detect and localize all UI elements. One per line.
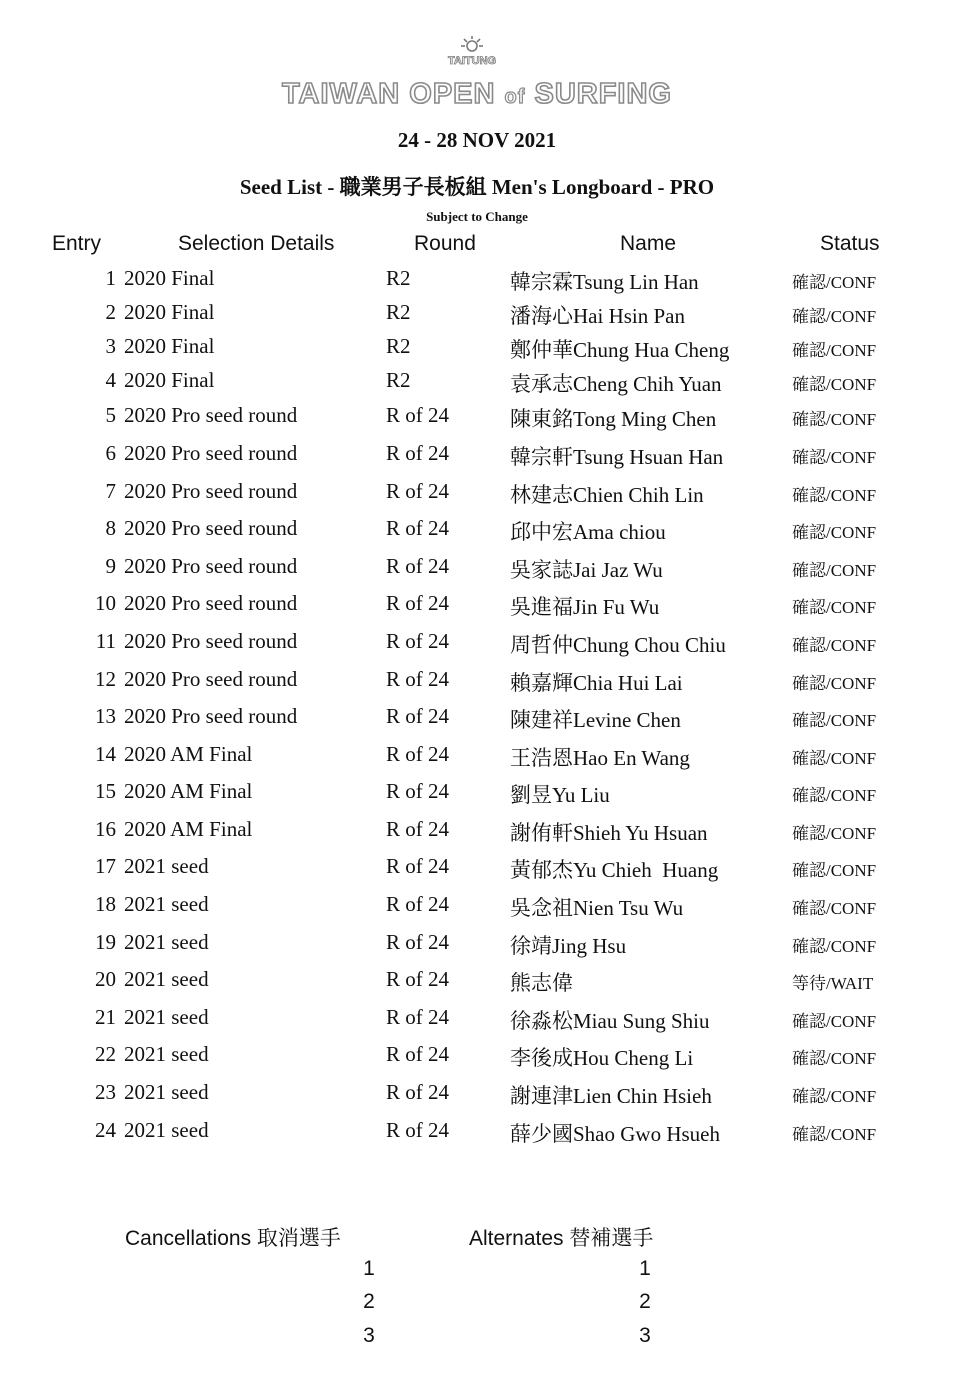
- name-cell: 謝侑軒Shieh Yu Hsuan: [510, 821, 708, 845]
- selection-cell: 2020 Pro seed round: [124, 441, 298, 465]
- selection-cell: 2020 Final: [124, 334, 215, 358]
- entry-cell: 7: [105, 479, 116, 503]
- name-cell: 周哲仲Chung Chou Chiu: [510, 633, 726, 657]
- alternate-slot-number: 3: [639, 1324, 651, 1347]
- alternates-heading: Alternates 替補選手: [469, 1227, 654, 1250]
- entry-cell: 14: [95, 742, 116, 766]
- selection-cell: 2020 Pro seed round: [124, 479, 298, 503]
- selection-cell: 2020 Final: [124, 368, 215, 392]
- column-header-round: Round: [414, 232, 476, 255]
- status-cell: 確認/CONF: [792, 375, 877, 394]
- selection-cell: 2021 seed: [124, 1118, 209, 1142]
- cancellation-slot-number: 1: [363, 1257, 375, 1280]
- round-cell: R of 24: [386, 892, 449, 916]
- status-cell: 確認/CONF: [792, 448, 877, 467]
- selection-cell: 2021 seed: [124, 967, 209, 991]
- name-cell: 韓宗軒Tsung Hsuan Han: [510, 445, 724, 469]
- table-row: [0, 892, 954, 922]
- logo-text-of: of: [504, 86, 526, 108]
- name-cell: 賴嘉輝Chia Hui Lai: [510, 671, 683, 695]
- name-cell: 徐靖Jing Hsu: [510, 934, 627, 958]
- entry-cell: 22: [95, 1042, 116, 1066]
- selection-cell: 2021 seed: [124, 892, 209, 916]
- status-cell: 確認/CONF: [792, 273, 877, 292]
- logo-badge-text: TAITUNG: [448, 55, 497, 67]
- round-cell: R of 24: [386, 779, 449, 803]
- round-cell: R of 24: [386, 854, 449, 878]
- status-cell: 確認/CONF: [792, 307, 877, 326]
- table-row: [0, 368, 954, 398]
- name-cell: 林建志Chien Chih Lin: [510, 483, 704, 507]
- cancellation-slot-number: 2: [363, 1290, 375, 1313]
- table-row: [0, 854, 954, 884]
- entry-cell: 9: [105, 554, 116, 578]
- round-cell: R2: [386, 300, 411, 324]
- name-cell: 李後成Hou Cheng Li: [510, 1046, 694, 1070]
- status-cell: 確認/CONF: [792, 1012, 877, 1031]
- status-cell: 確認/CONF: [792, 674, 877, 693]
- entry-cell: 23: [95, 1080, 116, 1104]
- status-cell: 確認/CONF: [792, 561, 877, 580]
- table-row: [0, 1005, 954, 1035]
- name-cell: 袁承志Cheng Chih Yuan: [510, 372, 722, 396]
- table-row: [0, 779, 954, 809]
- entry-cell: 20: [95, 967, 116, 991]
- selection-cell: 2020 Pro seed round: [124, 554, 298, 578]
- status-cell: 確認/CONF: [792, 598, 877, 617]
- table-row: [0, 1042, 954, 1072]
- entry-cell: 17: [95, 854, 116, 878]
- entry-cell: 12: [95, 667, 116, 691]
- selection-cell: 2020 Pro seed round: [124, 591, 298, 615]
- status-cell: 確認/CONF: [792, 749, 877, 768]
- round-cell: R of 24: [386, 930, 449, 954]
- status-cell: 確認/CONF: [792, 486, 877, 505]
- status-cell: 確認/CONF: [792, 711, 877, 730]
- status-cell: 確認/CONF: [792, 523, 877, 542]
- entry-cell: 10: [95, 591, 116, 615]
- name-cell: 黃郁杰Yu Chieh Huang: [510, 858, 719, 882]
- name-cell: 王浩恩Hao En Wang: [510, 746, 690, 770]
- selection-cell: 2020 Pro seed round: [124, 403, 298, 427]
- column-header-selection: Selection Details: [178, 232, 335, 255]
- name-cell: 吳念祖Nien Tsu Wu: [510, 896, 684, 920]
- name-cell: 吳進福Jin Fu Wu: [510, 595, 660, 619]
- round-cell: R of 24: [386, 704, 449, 728]
- status-cell: 確認/CONF: [792, 937, 877, 956]
- entry-cell: 16: [95, 817, 116, 841]
- round-cell: R of 24: [386, 629, 449, 653]
- round-cell: R of 24: [386, 742, 449, 766]
- selection-cell: 2020 Pro seed round: [124, 704, 298, 728]
- entry-cell: 6: [105, 441, 116, 465]
- name-cell: 陳東銘Tong Ming Chen: [510, 407, 717, 431]
- status-cell: 確認/CONF: [792, 899, 877, 918]
- round-cell: R of 24: [386, 516, 449, 540]
- entry-cell: 19: [95, 930, 116, 954]
- table-row: [0, 591, 954, 621]
- table-row: [0, 1118, 954, 1148]
- round-cell: R2: [386, 334, 411, 358]
- table-row: [0, 704, 954, 734]
- status-cell: 確認/CONF: [792, 786, 877, 805]
- entry-cell: 21: [95, 1005, 116, 1029]
- entry-cell: 13: [95, 704, 116, 728]
- selection-cell: 2020 Final: [124, 266, 215, 290]
- entry-cell: 8: [105, 516, 116, 540]
- logo-text-main: TAIWAN OPEN: [282, 78, 496, 110]
- round-cell: R of 24: [386, 554, 449, 578]
- table-row: [0, 817, 954, 847]
- selection-cell: 2021 seed: [124, 854, 209, 878]
- status-cell: 等待/WAIT: [792, 974, 874, 993]
- entry-cell: 1: [105, 266, 116, 290]
- name-cell: 薛少國Shao Gwo Hsueh: [510, 1122, 720, 1146]
- round-cell: R2: [386, 266, 411, 290]
- status-cell: 確認/CONF: [792, 1087, 877, 1106]
- selection-cell: 2020 Pro seed round: [124, 516, 298, 540]
- selection-cell: 2020 AM Final: [124, 817, 253, 841]
- status-cell: 確認/CONF: [792, 341, 877, 360]
- alternate-slot-number: 2: [639, 1290, 651, 1313]
- round-cell: R of 24: [386, 1042, 449, 1066]
- status-cell: 確認/CONF: [792, 410, 877, 429]
- name-cell: 徐淼松Miau Sung Shiu: [510, 1009, 710, 1033]
- round-cell: R of 24: [386, 441, 449, 465]
- entry-cell: 5: [105, 403, 116, 427]
- entry-cell: 11: [95, 629, 116, 653]
- status-cell: 確認/CONF: [792, 1125, 877, 1144]
- entry-cell: 18: [95, 892, 116, 916]
- status-cell: 確認/CONF: [792, 824, 877, 843]
- status-cell: 確認/CONF: [792, 1049, 877, 1068]
- selection-cell: 2021 seed: [124, 1005, 209, 1029]
- selection-cell: 2020 Pro seed round: [124, 629, 298, 653]
- table-row: [0, 930, 954, 960]
- selection-cell: 2021 seed: [124, 1042, 209, 1066]
- table-row: [0, 403, 954, 433]
- round-cell: R of 24: [386, 1080, 449, 1104]
- selection-cell: 2021 seed: [124, 1080, 209, 1104]
- column-header-entry: Entry: [52, 232, 102, 255]
- round-cell: R of 24: [386, 667, 449, 691]
- table-row: [0, 667, 954, 697]
- table-row: [0, 629, 954, 659]
- round-cell: R of 24: [386, 591, 449, 615]
- selection-cell: 2021 seed: [124, 930, 209, 954]
- logo-text-end: SURFING: [534, 78, 672, 110]
- table-row: [0, 334, 954, 364]
- round-cell: R of 24: [386, 1118, 449, 1142]
- round-cell: R of 24: [386, 479, 449, 503]
- entry-cell: 3: [105, 334, 116, 358]
- name-cell: 陳建祥Levine Chen: [510, 708, 681, 732]
- entry-cell: 4: [105, 368, 116, 392]
- name-cell: 熊志偉: [510, 971, 573, 995]
- table-row: [0, 967, 954, 997]
- round-cell: R of 24: [386, 1005, 449, 1029]
- name-cell: 謝連津Lien Chin Hsieh: [510, 1084, 712, 1108]
- entry-cell: 2: [105, 300, 116, 324]
- alternate-slot-number: 1: [639, 1257, 651, 1280]
- subject-to-change-note: Subject to Change: [426, 209, 528, 224]
- column-header-status: Status: [820, 232, 880, 255]
- entry-cell: 24: [95, 1118, 116, 1142]
- round-cell: R of 24: [386, 967, 449, 991]
- status-cell: 確認/CONF: [792, 861, 877, 880]
- table-row: [0, 300, 954, 330]
- name-cell: 吳家誌Jai Jaz Wu: [510, 558, 663, 582]
- table-row: [0, 554, 954, 584]
- table-row: [0, 742, 954, 772]
- selection-cell: 2020 Pro seed round: [124, 667, 298, 691]
- table-row: [0, 516, 954, 546]
- round-cell: R2: [386, 368, 411, 392]
- name-cell: 韓宗霖Tsung Lin Han: [510, 270, 699, 294]
- table-row: [0, 441, 954, 471]
- name-cell: 邱中宏Ama chiou: [510, 520, 666, 544]
- column-header-name: Name: [620, 232, 677, 255]
- status-cell: 確認/CONF: [792, 636, 877, 655]
- page-title: Seed List - 職業男子長板組 Men's Longboard - PRO: [239, 175, 715, 199]
- name-cell: 潘海心Hai Hsin Pan: [510, 304, 685, 328]
- round-cell: R of 24: [386, 403, 449, 427]
- selection-cell: 2020 AM Final: [124, 742, 253, 766]
- selection-cell: 2020 AM Final: [124, 779, 253, 803]
- table-row: [0, 266, 954, 296]
- table-row: [0, 479, 954, 509]
- selection-cell: 2020 Final: [124, 300, 215, 324]
- table-row: [0, 1080, 954, 1110]
- round-cell: R of 24: [386, 817, 449, 841]
- name-cell: 劉昱Yu Liu: [510, 783, 610, 807]
- entry-cell: 15: [95, 779, 116, 803]
- event-date: 24 - 28 NOV 2021: [397, 128, 557, 152]
- name-cell: 鄭仲華Chung Hua Cheng: [510, 338, 730, 362]
- cancellation-slot-number: 3: [363, 1324, 375, 1347]
- cancellations-heading: Cancellations 取消選手: [125, 1227, 341, 1250]
